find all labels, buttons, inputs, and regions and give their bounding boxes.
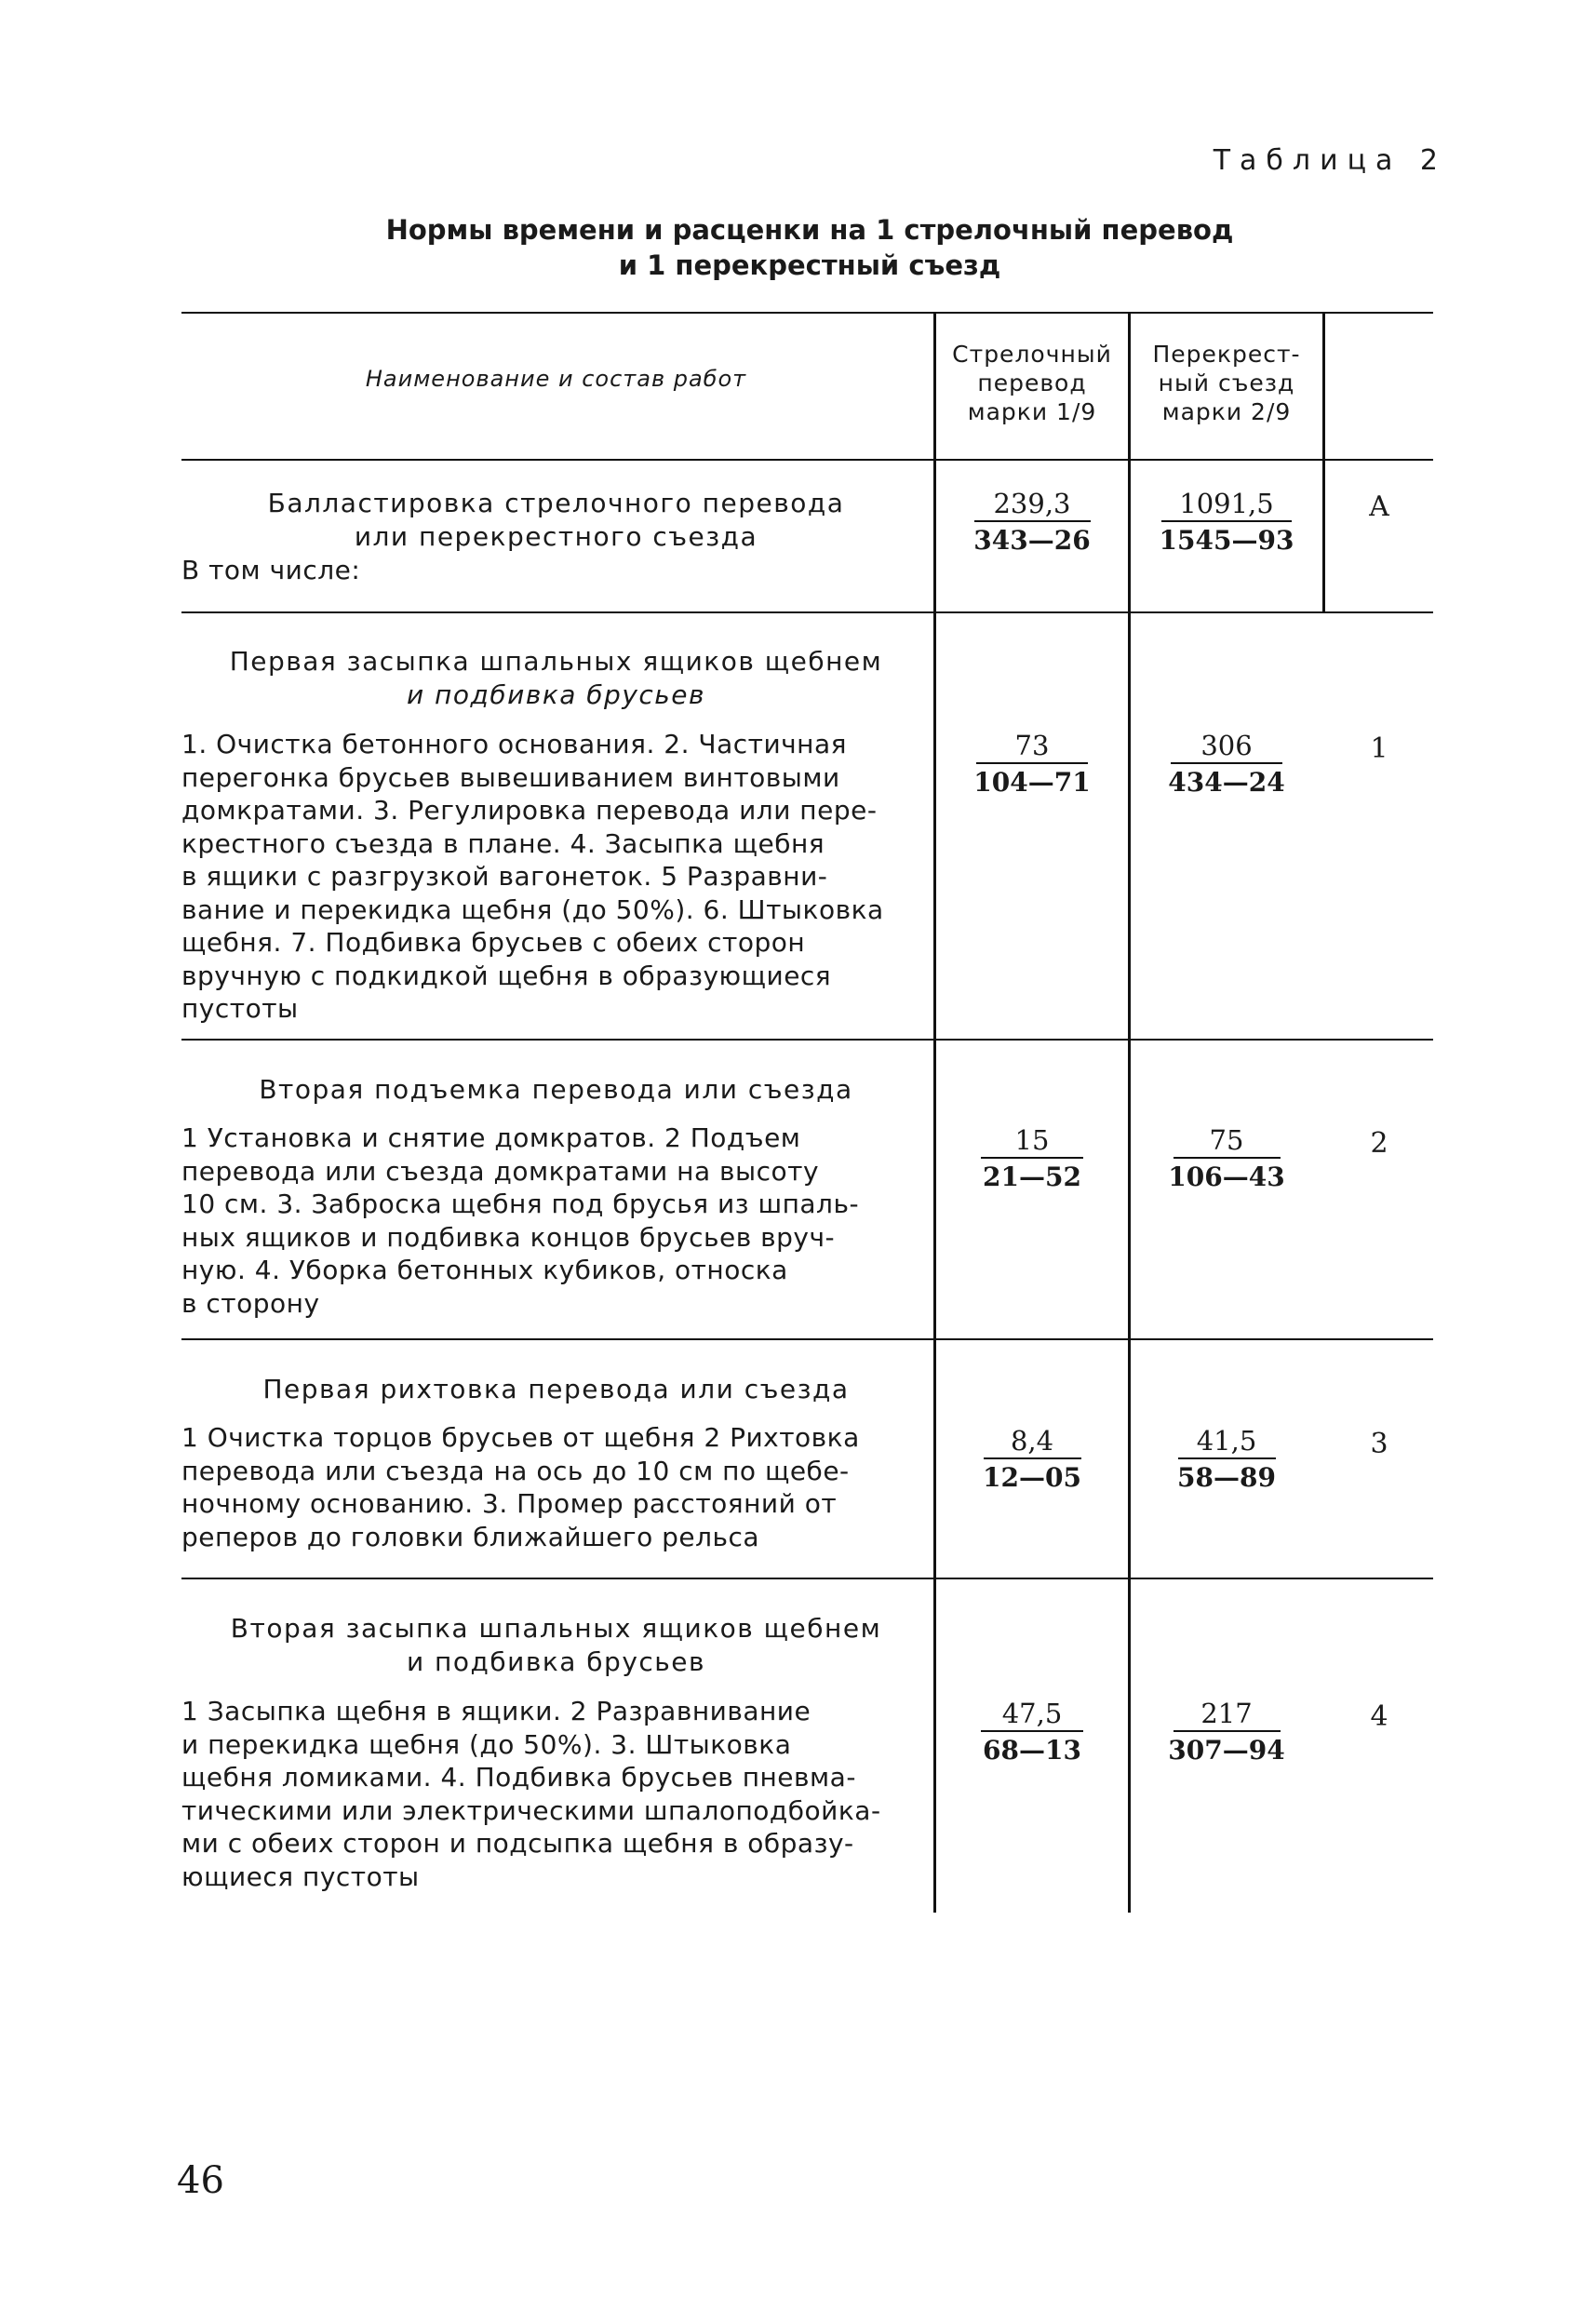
row-1-crossover-value xyxy=(1128,729,1325,801)
header-crossover-l2: ный съезд xyxy=(1158,369,1295,396)
rule-row-3 xyxy=(181,1338,1433,1340)
row-1-text-l5: в ящики с разгрузкой вагонеток. 5 Разравни- xyxy=(181,861,828,892)
row-0-switch-rate: 343—26 xyxy=(973,525,1091,556)
row-2-text-l1: 1 Установка и снятие домкратов. 2 Подъем xyxy=(181,1122,801,1153)
row-4-switch-rate: 68—13 xyxy=(983,1735,1081,1766)
row-2-switch-rate: 21—52 xyxy=(983,1162,1081,1192)
table-title xyxy=(270,212,1349,283)
row-0-switch-norm: 239,3 xyxy=(993,488,1071,519)
row-3-crossover-value xyxy=(1128,1424,1325,1497)
row-2-text-l6: в сторону xyxy=(181,1287,320,1319)
row-3-text-l2: перевода или съезда на ось до 10 см по щебе- xyxy=(181,1455,850,1486)
row-2-switch-value xyxy=(933,1123,1131,1196)
row-0-crossover-norm: 1091,5 xyxy=(1179,488,1274,519)
page-number: 46 xyxy=(177,2159,224,2202)
row-1-text-l1: 1. Очистка бетонного основания. 2. Частичная xyxy=(181,729,847,759)
row-1-title-l1: Первая засыпка шпальных ящиков щебнем xyxy=(229,646,883,677)
row-3-text-l4: реперов до головки ближайшего рельса xyxy=(181,1521,760,1552)
row-2-title xyxy=(181,1073,931,1107)
row-2-code: 2 xyxy=(1370,1127,1388,1160)
row-4-text xyxy=(181,1695,917,1893)
header-crossover-l1: Перекрест- xyxy=(1152,341,1301,368)
row-0-title-l1: Балластировка стрелочного перевода xyxy=(267,488,845,518)
row-2-title-l1: Вторая подъемка перевода или съезда xyxy=(259,1074,853,1105)
row-3-title-l1: Первая рихтовка перевода или съезда xyxy=(262,1374,850,1404)
header-crossover-l3: марки 2/9 xyxy=(1161,398,1292,425)
row-1-text-l6: вание и перекидка щебня (до 50%). 6. Штыковка xyxy=(181,893,884,925)
norms-table xyxy=(181,312,1433,1913)
row-1-text-l7: щебня. 7. Подбивка брусьев с обеих сторон xyxy=(181,927,806,958)
row-4-switch-value xyxy=(933,1697,1131,1769)
row-1-switch-norm: 73 xyxy=(1014,730,1050,761)
row-4-crossover-value xyxy=(1128,1697,1325,1769)
row-2-text xyxy=(181,1121,917,1320)
row-0-crossover-rate: 1545—93 xyxy=(1159,525,1294,556)
title-line-2: и 1 перекрестный съезд xyxy=(618,249,1001,281)
header-switch-l2: перевод xyxy=(977,369,1087,396)
row-0-text xyxy=(181,554,917,587)
row-1-text-l9: пустоты xyxy=(181,993,299,1024)
row-2-crossover-rate: 106—43 xyxy=(1168,1162,1285,1192)
header-crossover xyxy=(1128,340,1325,426)
row-1-text xyxy=(181,728,917,1026)
row-4-text-l2: и перекидка щебня (до 50%). 3. Штыковка xyxy=(181,1728,792,1760)
row-4-code: 4 xyxy=(1370,1700,1388,1733)
row-1-text-l4: крестного съезда в плане. 4. Засыпка щебня xyxy=(181,827,825,859)
row-3-switch-value xyxy=(933,1424,1131,1497)
row-2-switch-norm: 15 xyxy=(1014,1124,1050,1156)
row-4-switch-norm: 47,5 xyxy=(1001,1698,1063,1729)
row-4-text-l6: ющиеся пустоты xyxy=(181,1860,420,1892)
table-label: Таблица 2 xyxy=(1213,144,1447,177)
row-3-text-l1: 1 Очистка торцов брусьев от щебня 2 Рихтовка xyxy=(181,1422,860,1453)
header-switch-l3: марки 1/9 xyxy=(967,398,1097,425)
row-3-crossover-rate: 58—89 xyxy=(1177,1462,1276,1493)
row-2-crossover-norm: 75 xyxy=(1209,1124,1244,1156)
row-2-crossover-value xyxy=(1128,1123,1325,1196)
row-1-switch-value xyxy=(933,729,1131,801)
header-switch-l1: Стрелочный xyxy=(952,341,1112,368)
rule-row-4 xyxy=(181,1578,1433,1579)
row-3-text xyxy=(181,1421,917,1553)
row-0-crossover-value xyxy=(1128,487,1325,559)
row-4-crossover-norm: 217 xyxy=(1200,1698,1253,1729)
row-0-switch-value xyxy=(933,487,1131,559)
row-1-crossover-norm: 306 xyxy=(1200,730,1253,761)
rule-header-bottom xyxy=(181,459,1433,461)
row-1-switch-rate: 104—71 xyxy=(973,767,1091,798)
row-2-text-l5: ную. 4. Уборка бетонных кубиков, относка xyxy=(181,1255,788,1285)
title-line-1: Нормы времени и расценки на 1 стрелочный перевод xyxy=(385,214,1234,246)
row-0-code: А xyxy=(1368,490,1390,523)
row-2-text-l2: перевода или съезда домкратами на высоту xyxy=(181,1155,820,1187)
row-1-code: 1 xyxy=(1370,732,1388,765)
row-3-switch-rate: 12—05 xyxy=(983,1462,1081,1493)
row-4-text-l5: ми с обеих сторон и подсыпка щебня в образу- xyxy=(181,1828,854,1859)
row-3-switch-norm: 8,4 xyxy=(1010,1425,1054,1457)
row-1-text-l3: домкратами. 3. Регулировка перевода или пере- xyxy=(181,795,878,826)
row-1-title xyxy=(181,645,931,712)
row-4-title xyxy=(181,1612,931,1679)
row-2-text-l4: ных ящиков и подбивка концов брусьев вруч- xyxy=(181,1221,836,1253)
row-3-title xyxy=(181,1373,931,1406)
row-4-text-l1: 1 Засыпка щебня в ящики. 2 Разравнивание xyxy=(181,1696,811,1726)
rule-row-2 xyxy=(181,1039,1433,1041)
row-1-text-l8: вручную с подкидкой щебня в образующиеся xyxy=(181,960,832,991)
row-4-title-l2: и подбивка брусьев xyxy=(406,1646,706,1677)
row-4-text-l3: щебня ломиками. 4. Подбивка брусьев пневма- xyxy=(181,1762,856,1793)
row-1-title-l2: и подбивка брусьев xyxy=(406,679,706,710)
header-name: Наименование и состав работ xyxy=(365,366,747,392)
row-0-title xyxy=(181,487,931,554)
header-switch xyxy=(933,340,1131,426)
row-1-text-l2: перегонка брусьев вывешиванием винтовыми xyxy=(181,761,840,793)
row-0-title-l2: или перекрестного съезда xyxy=(354,521,758,552)
row-4-title-l1: Вторая засыпка шпальных ящиков щебнем xyxy=(230,1613,882,1644)
row-4-crossover-rate: 307—94 xyxy=(1168,1735,1285,1766)
rule-row-1 xyxy=(181,611,1433,613)
rule-top xyxy=(181,312,1433,314)
row-2-text-l3: 10 см. 3. Заброска щебня под брусья из шпаль- xyxy=(181,1189,860,1219)
row-1-crossover-rate: 434—24 xyxy=(1168,767,1285,798)
row-0-text-l1: В том числе: xyxy=(181,555,361,585)
row-4-text-l4: тическими или электрическими шпалоподбойка- xyxy=(181,1794,881,1826)
row-3-crossover-norm: 41,5 xyxy=(1196,1425,1257,1457)
row-3-code: 3 xyxy=(1370,1428,1388,1460)
row-3-text-l3: ночному основанию. 3. Промер расстояний от xyxy=(181,1488,838,1519)
